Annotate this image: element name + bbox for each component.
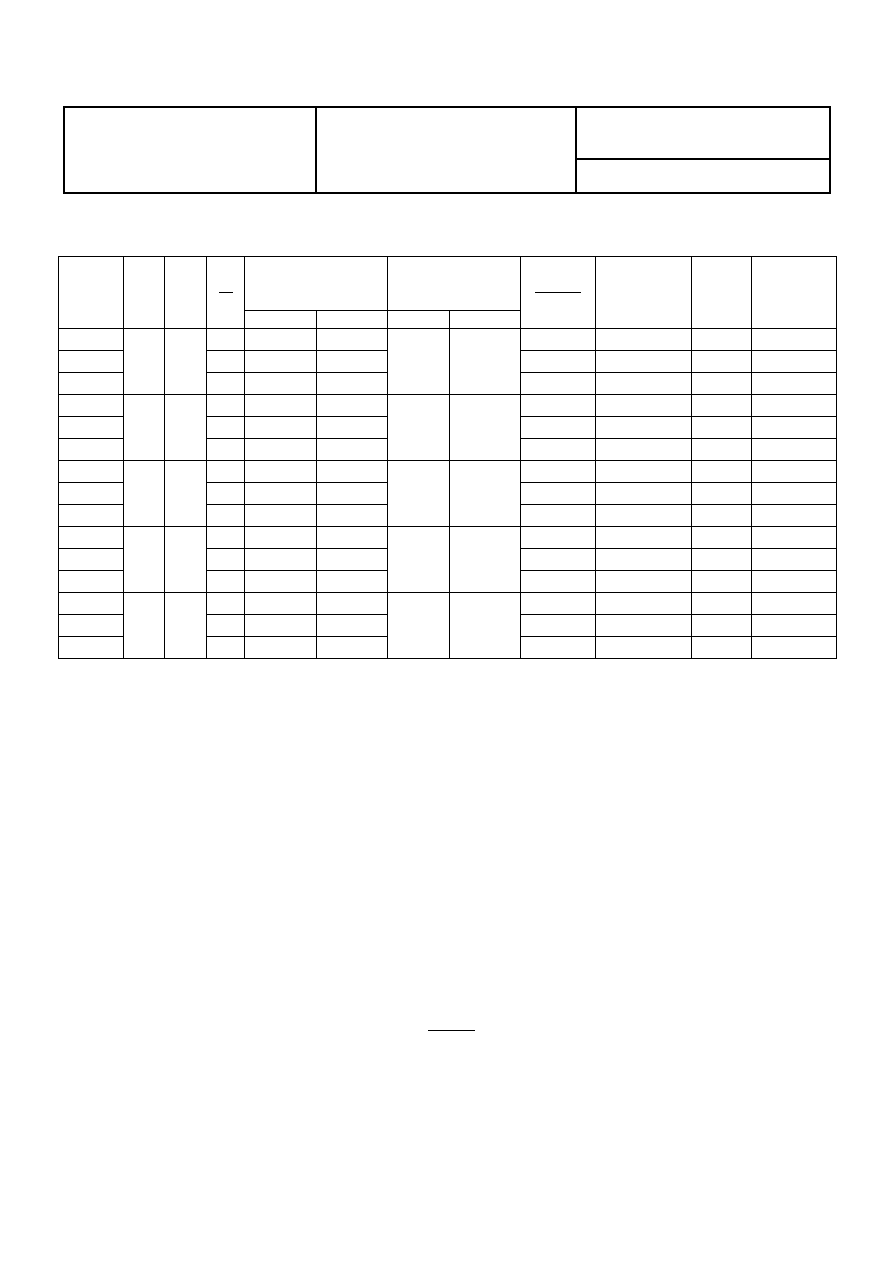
table-cell [752, 549, 837, 571]
header-cell-3-bottom [577, 160, 829, 192]
table-cell [207, 549, 245, 571]
table-cell [245, 417, 317, 439]
table-cell [59, 505, 124, 527]
table-cell [521, 417, 596, 439]
merged-cell [450, 461, 521, 527]
merged-cell [124, 527, 165, 593]
table-cell [752, 395, 837, 417]
merged-cell [124, 329, 165, 395]
table-cell [521, 637, 596, 659]
table-cell [596, 615, 692, 637]
table-cell [317, 373, 388, 395]
table-cell [59, 373, 124, 395]
table-cell [245, 527, 317, 549]
table-cell [245, 439, 317, 461]
table-cell [207, 615, 245, 637]
table-cell [521, 461, 596, 483]
merged-cell [165, 461, 207, 527]
header-rule [219, 292, 233, 293]
table-cell [317, 351, 388, 373]
data-table [58, 256, 837, 659]
table-cell [317, 417, 388, 439]
table-cell [59, 395, 124, 417]
table-cell [596, 417, 692, 439]
table-cell [752, 593, 837, 615]
table-cell [521, 483, 596, 505]
table-cell [207, 461, 245, 483]
table-cell [692, 439, 752, 461]
table-cell [59, 571, 124, 593]
table-cell [752, 417, 837, 439]
table-cell [521, 549, 596, 571]
table-cell [317, 615, 388, 637]
table-cell [752, 373, 837, 395]
table-cell [596, 571, 692, 593]
table-cell [317, 461, 388, 483]
merged-cell [165, 395, 207, 461]
merged-cell [388, 461, 450, 527]
table-cell [207, 571, 245, 593]
header-cell [207, 257, 245, 329]
header-cell [596, 257, 692, 329]
subheader-cell [450, 311, 521, 329]
table-cell [59, 527, 124, 549]
table-cell [317, 505, 388, 527]
table-cell [59, 351, 124, 373]
header-cell [752, 257, 837, 329]
table-cell [521, 395, 596, 417]
table-cell [59, 439, 124, 461]
table-cell [596, 527, 692, 549]
table-row [59, 329, 837, 351]
table-cell [207, 329, 245, 351]
header-cell-2 [317, 108, 577, 192]
merged-cell [388, 593, 450, 659]
table-cell [752, 571, 837, 593]
table-row [59, 593, 837, 615]
table-cell [596, 505, 692, 527]
merged-cell [450, 593, 521, 659]
table-cell [59, 637, 124, 659]
table-cell [245, 461, 317, 483]
table-cell [692, 351, 752, 373]
table-cell [245, 373, 317, 395]
merged-cell [165, 329, 207, 395]
table-cell [596, 483, 692, 505]
merged-cell [124, 461, 165, 527]
table-cell [245, 351, 317, 373]
table-cell [752, 351, 837, 373]
table-cell [207, 505, 245, 527]
table-cell [752, 329, 837, 351]
table-cell [245, 483, 317, 505]
table-cell [317, 549, 388, 571]
table-cell [521, 439, 596, 461]
table-cell [521, 615, 596, 637]
table-cell [317, 395, 388, 417]
merged-cell [450, 395, 521, 461]
table-cell [245, 395, 317, 417]
table-cell [692, 461, 752, 483]
table-cell [692, 593, 752, 615]
table-cell [207, 593, 245, 615]
table-cell [521, 373, 596, 395]
table-cell [752, 483, 837, 505]
table-cell [317, 483, 388, 505]
header-cell-1 [65, 108, 317, 192]
table-cell [521, 329, 596, 351]
merged-cell [388, 395, 450, 461]
table-cell [207, 395, 245, 417]
table-cell [245, 615, 317, 637]
table-cell [596, 549, 692, 571]
table-cell [692, 615, 752, 637]
header-block [63, 106, 831, 194]
table-cell [317, 527, 388, 549]
merged-cell [165, 593, 207, 659]
table-cell [692, 329, 752, 351]
table-cell [692, 483, 752, 505]
table-cell [692, 571, 752, 593]
table-cell [59, 483, 124, 505]
table-cell [317, 593, 388, 615]
table-cell [596, 351, 692, 373]
table-cell [207, 351, 245, 373]
merged-cell [388, 527, 450, 593]
table-cell [596, 395, 692, 417]
table-cell [596, 593, 692, 615]
table-cell [317, 637, 388, 659]
merged-cell [124, 395, 165, 461]
table-cell [692, 637, 752, 659]
subheader-cell [317, 311, 388, 329]
table-cell [692, 549, 752, 571]
header-group-cell [388, 257, 521, 311]
table-cell [752, 461, 837, 483]
header-cell [165, 257, 207, 329]
table-row [59, 395, 837, 417]
table-cell [752, 637, 837, 659]
table-cell [207, 417, 245, 439]
subheader-cell [245, 311, 317, 329]
table-cell [596, 439, 692, 461]
header-cell [521, 257, 596, 329]
header-cell [59, 257, 124, 329]
table-cell [207, 527, 245, 549]
table-cell [207, 373, 245, 395]
table-cell [245, 549, 317, 571]
table-cell [317, 439, 388, 461]
table-cell [692, 527, 752, 549]
table-cell [317, 571, 388, 593]
header-cell-3-top [577, 108, 829, 160]
table-cell [596, 461, 692, 483]
table-cell [245, 505, 317, 527]
table-cell [59, 549, 124, 571]
merged-cell [388, 329, 450, 395]
table-cell [245, 571, 317, 593]
header-rule [535, 292, 581, 293]
merged-cell [450, 329, 521, 395]
table-cell [596, 373, 692, 395]
table-cell [596, 637, 692, 659]
table-header-row [59, 257, 837, 311]
table-cell [752, 505, 837, 527]
table-cell [521, 505, 596, 527]
table-cell [245, 329, 317, 351]
table-cell [245, 637, 317, 659]
table-cell [752, 527, 837, 549]
table-cell [521, 593, 596, 615]
table-cell [752, 439, 837, 461]
table-body [59, 257, 837, 659]
table-cell [207, 637, 245, 659]
table-cell [521, 351, 596, 373]
header-cell [692, 257, 752, 329]
table-cell [692, 395, 752, 417]
header-cell [124, 257, 165, 329]
table-cell [59, 461, 124, 483]
table-cell [317, 329, 388, 351]
table-cell [596, 329, 692, 351]
subheader-cell [388, 311, 450, 329]
table-cell [59, 417, 124, 439]
table-cell [207, 483, 245, 505]
merged-cell [450, 527, 521, 593]
merged-cell [165, 527, 207, 593]
table-cell [752, 615, 837, 637]
table-row [59, 461, 837, 483]
table-cell [521, 527, 596, 549]
table-cell [59, 329, 124, 351]
table-cell [692, 417, 752, 439]
table-cell [521, 571, 596, 593]
table-cell [207, 439, 245, 461]
footer-rule [428, 1030, 475, 1031]
table-cell [59, 615, 124, 637]
table-cell [692, 373, 752, 395]
merged-cell [124, 593, 165, 659]
header-group-cell [245, 257, 388, 311]
table-cell [245, 593, 317, 615]
table-cell [692, 505, 752, 527]
table-row [59, 527, 837, 549]
table-cell [59, 593, 124, 615]
